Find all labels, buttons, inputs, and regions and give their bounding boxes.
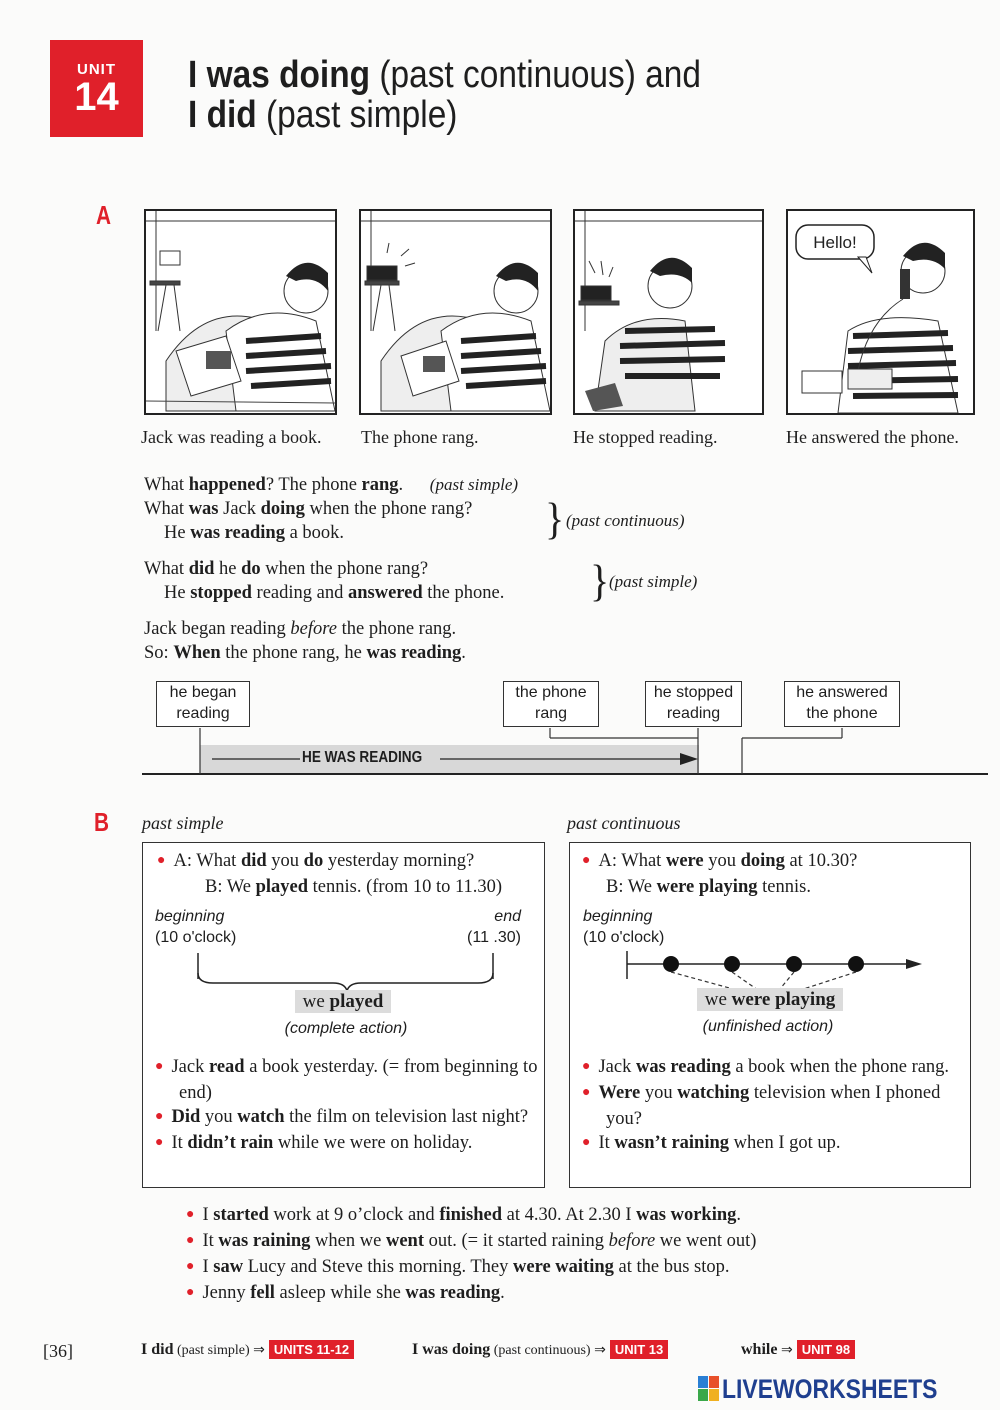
answer-he-stopped-reading: He stopped reading and answered the phone. <box>164 583 505 603</box>
section-b-letter: B <box>94 807 110 837</box>
unit-label: UNIT <box>77 61 116 78</box>
complete-action-brace <box>143 943 543 993</box>
bullet-icon: ● <box>155 1135 164 1150</box>
bullet-icon: ● <box>582 1135 591 1150</box>
liveworksheets-brand: LIVEWORKSHEETS <box>722 1374 938 1404</box>
caption-phone-rang: The phone rang. <box>361 427 479 447</box>
page-title: I was doing (past continuous) and I did (past simple) <box>188 54 701 136</box>
bullet-icon: ● <box>186 1259 195 1274</box>
timeline-box-stopped-reading: he stopped reading <box>645 681 742 727</box>
dialogue-past-simple: ● A: What did you do yesterday morning? B: We played tennis. (from 10 to 11.30) <box>157 851 503 897</box>
question-what-was-jack-doing: What was Jack doing when the phone rang? <box>144 499 473 519</box>
past-continuous-examples: ● Jack was reading a book when the phone rang. ● Were you watching television when I phoned you? ● It wasn’t raining when I got up. <box>582 1057 950 1153</box>
question-what-did-he-do: What did he do when the phone rang? <box>144 559 429 579</box>
bullet-icon: ● <box>186 1207 195 1222</box>
past-continuous-box <box>569 842 971 1188</box>
dialogue-past-continuous: ● A: What were you doing at 10.30? B: We were playing tennis. <box>582 851 858 897</box>
bullet-icon: ● <box>155 1109 164 1124</box>
timeline-box-began-reading: he began reading <box>156 681 250 727</box>
timeline-box-answered-phone: he answered the phone <box>784 681 900 727</box>
we-played-label: we played <box>143 991 543 1013</box>
unfinished-action-label: (unfinished action) <box>702 1018 834 1035</box>
illustration-panel-phone-rang <box>359 209 552 415</box>
timeline-box-phone-rang: the phone rang <box>503 681 599 727</box>
bullet-icon: ● <box>582 1059 591 1074</box>
cross-reference-past-continuous[interactable]: I was doing (past continuous) ⇒ UNIT 13 <box>412 1341 668 1359</box>
heading-past-continuous: past continuous <box>567 813 681 833</box>
cross-reference-past-simple[interactable]: I did (past simple) ⇒ UNITS 11-12 <box>141 1341 354 1359</box>
combined-examples: ● I started work at 9 o’clock and finished at 4.30. At 2.30 I was working. ● It was raining when we went out. (= it started raining before we went out) ● I saw Lucy and Steve this morning. They were waiting at the bus stop. ● Jenny fell asleep while she was reading. <box>186 1205 757 1303</box>
past-simple-box <box>142 842 545 1188</box>
answering-phone-illustration <box>788 211 973 413</box>
sentence-began-reading: Jack began reading before the phone rang. <box>144 619 457 639</box>
answer-he-was-reading: He was reading a book. <box>164 523 345 543</box>
brace-right: } <box>545 493 565 544</box>
illustration-panel-reading <box>144 209 337 415</box>
sentence-when-phone-rang: So: When the phone rang, he was reading. <box>144 643 466 663</box>
caption-answered-phone: He answered the phone. <box>786 427 959 447</box>
we-were-playing-label: we were playing <box>570 989 970 1011</box>
cross-reference-while[interactable]: while ⇒ UNIT 98 <box>741 1341 855 1359</box>
speech-bubble-text: Hello! <box>813 233 857 252</box>
note-past-simple: (past simple) <box>609 572 698 591</box>
caption-stopped-reading: He stopped reading. <box>573 427 718 447</box>
liveworksheets-logo-icon <box>698 1376 720 1402</box>
note-past-continuous: (past continuous) <box>566 511 685 530</box>
bullet-icon: ● <box>155 1059 164 1074</box>
timeline-bar-label: HE WAS READING <box>302 749 423 766</box>
caption-reading: Jack was reading a book. <box>141 427 322 447</box>
beginning-label: beginning (10 o'clock) <box>155 908 237 946</box>
complete-action-label: (complete action) <box>284 1020 408 1037</box>
brace-right: } <box>590 555 610 606</box>
unit-link-tag[interactable]: UNITS 11-12 <box>269 1340 354 1359</box>
bullet-icon: ● <box>186 1233 195 1248</box>
end-label: end (11 .30) <box>467 908 521 946</box>
unit-link-tag[interactable]: UNIT 98 <box>797 1340 855 1359</box>
unit-badge <box>50 40 143 137</box>
question-what-happened: What happened? The phone rang. (past simple) <box>144 475 519 495</box>
past-simple-examples: ● Jack read a book yesterday. (= from beginning to end) ● Did you watch the film on television last night? ● It didn’t rain while we were on holiday. <box>155 1057 538 1153</box>
illustration-panel-stopped-reading <box>573 209 764 415</box>
illustration-panel-answered-phone <box>786 209 975 415</box>
phone-ringing-illustration <box>361 211 550 413</box>
beginning-label: beginning (10 o'clock) <box>583 908 665 946</box>
bullet-icon: ● <box>157 853 166 868</box>
unit-number: 14 <box>74 75 119 119</box>
unit-link-tag[interactable]: UNIT 13 <box>610 1340 668 1359</box>
heading-past-simple: past simple <box>142 813 224 833</box>
section-a-letter: A <box>96 200 112 230</box>
page-number: [36] <box>43 1341 73 1361</box>
bullet-icon: ● <box>186 1285 195 1300</box>
bullet-icon: ● <box>582 853 591 868</box>
jack-reading-illustration <box>146 211 335 413</box>
bullet-icon: ● <box>582 1085 591 1100</box>
stopped-reading-illustration <box>575 211 762 413</box>
